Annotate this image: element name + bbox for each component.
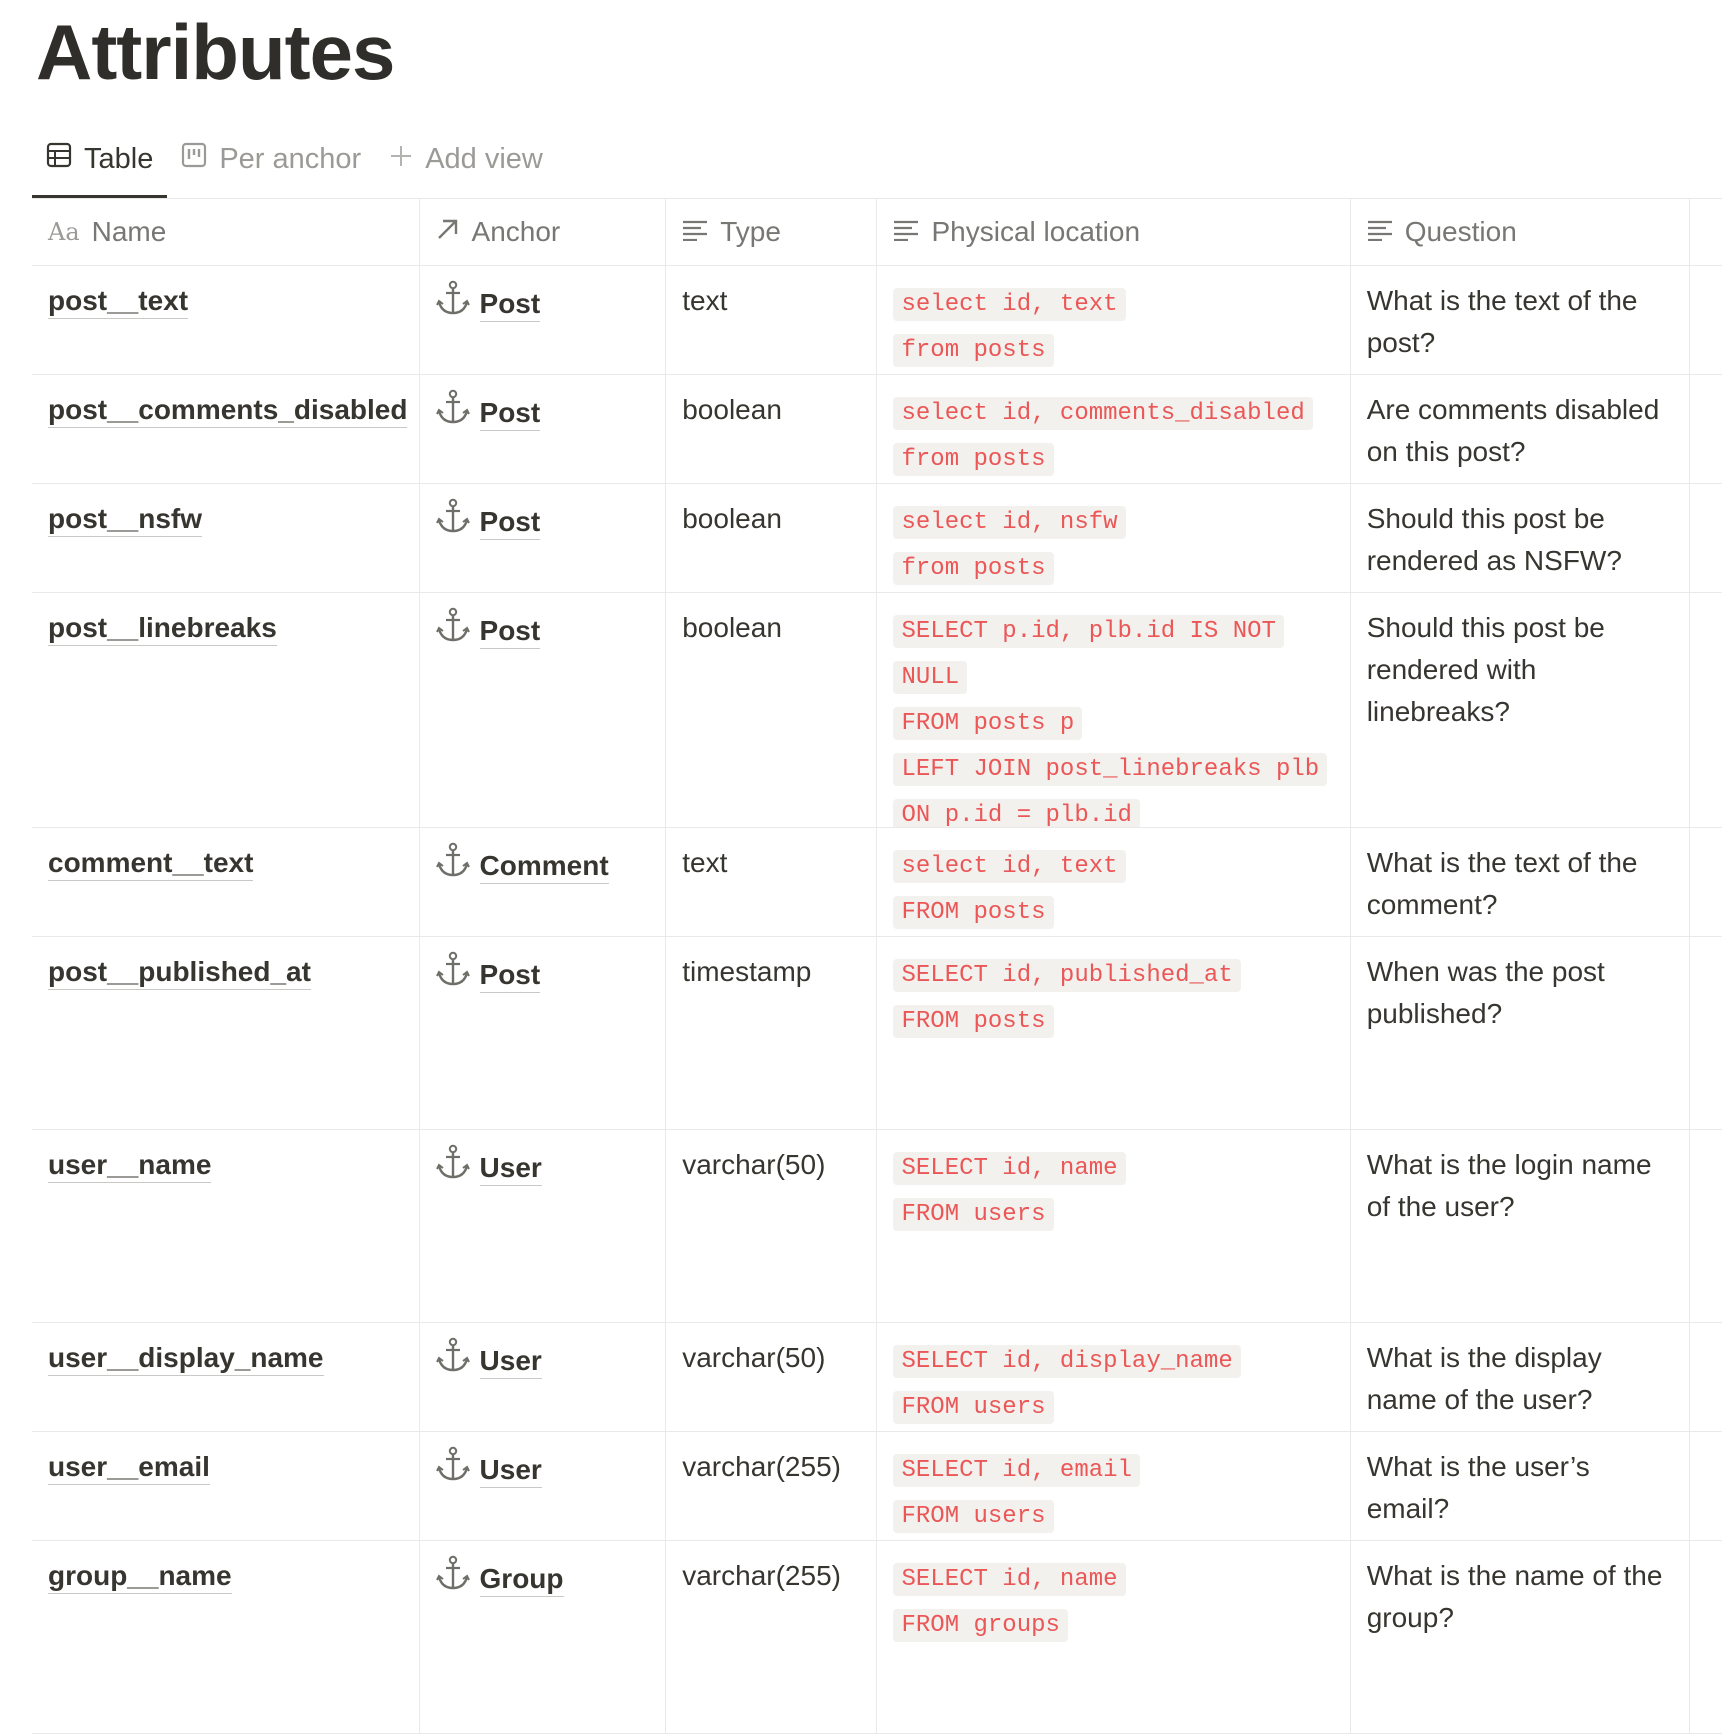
column-header-type[interactable] [666,199,877,265]
sql-code: FROM users [893,1500,1053,1533]
cell-type[interactable] [666,937,877,1129]
sql-code: from posts [893,334,1053,367]
sql-code: NULL [893,661,967,694]
board-icon [181,142,219,176]
sql-code: SELECT p.id, plb.id IS NOT [893,615,1283,648]
attribute-name[interactable]: post__comments_disabled [48,393,407,428]
tab-per-anchor[interactable] [167,130,375,188]
type-value: varchar(255) [682,1451,841,1482]
tab-table[interactable] [32,130,167,188]
sql-code: from posts [893,552,1053,585]
sql-code: SELECT id, display_name [893,1345,1240,1378]
cell-type[interactable] [666,1130,877,1322]
cell-question[interactable] [1351,1432,1690,1540]
type-value: timestamp [682,956,812,987]
anchor-link[interactable]: Post [480,287,541,322]
cell-type[interactable] [666,266,877,374]
cell-overflow [1690,593,1722,827]
lines-icon [1367,211,1405,253]
cell-question[interactable] [1351,266,1690,374]
sql-code: FROM users [893,1391,1053,1424]
question-text: What is the text of the comment? [1366,847,1638,920]
cell-anchor[interactable] [420,484,667,592]
column-header-location[interactable] [877,199,1350,265]
attributes-table [32,198,1722,1734]
sql-code: LEFT JOIN post_linebreaks plb [893,753,1327,786]
question-text: Should this post be rendered with linebreaks? [1366,612,1605,727]
column-header-anchor[interactable] [420,199,667,265]
cell-name[interactable] [32,1432,420,1540]
anchor-link[interactable]: Post [480,505,541,540]
cell-name[interactable] [32,593,420,827]
attribute-name[interactable]: user__name [48,1148,211,1183]
tab-per-anchor-label: Per anchor [219,142,362,175]
table-header [32,198,1722,266]
cell-anchor[interactable] [420,1323,667,1431]
cell-location[interactable] [877,1130,1350,1322]
type-value: varchar(50) [682,1342,826,1373]
question-text: What is the user’s email? [1366,1451,1590,1524]
cell-anchor[interactable] [420,593,667,827]
arrow-up-right-icon [436,211,472,253]
cell-anchor[interactable] [420,266,667,374]
type-value: boolean [682,503,782,534]
table-row[interactable] [32,1323,1722,1432]
cell-overflow [1690,484,1722,592]
table-row[interactable] [32,937,1722,1130]
type-value: text [682,847,728,878]
cell-type[interactable] [666,593,877,827]
cell-name[interactable] [32,1130,420,1322]
cell-overflow [1690,1432,1722,1540]
cell-name[interactable] [32,937,420,1129]
anchor-link[interactable]: User [480,1344,542,1379]
cell-type[interactable] [666,375,877,483]
column-header-label: Question [1404,216,1517,247]
cell-anchor[interactable] [420,937,667,1129]
cell-location[interactable] [877,375,1350,483]
anchor-icon [436,1555,480,1603]
text-type-icon: Aa [48,218,80,246]
anchor-link[interactable]: Post [480,614,541,649]
cell-overflow [1690,828,1722,936]
cell-question[interactable] [1351,375,1690,483]
column-header-label: Physical location [931,216,1141,247]
attribute-name[interactable]: post__linebreaks [48,611,277,646]
question-text: What is the login name of the user? [1366,1149,1652,1222]
cell-overflow [1690,1541,1722,1733]
attribute-name[interactable]: post__nsfw [48,502,202,537]
attribute-name[interactable]: group__name [48,1559,232,1594]
anchor-link[interactable]: User [480,1453,542,1488]
tab-table-label: Table [84,142,154,175]
cell-overflow [1690,266,1722,374]
cell-question[interactable] [1351,1323,1690,1431]
table-row[interactable] [32,375,1722,484]
cell-overflow [1690,937,1722,1129]
sql-code: FROM posts [893,896,1053,929]
cell-location[interactable] [877,828,1350,936]
column-header-label: Anchor [471,216,561,247]
add-view-label: Add view [425,142,543,175]
cell-type[interactable] [666,1432,877,1540]
column-header-name[interactable] [32,199,420,265]
cell-type[interactable] [666,484,877,592]
anchor-icon [436,389,480,437]
cell-location[interactable] [877,484,1350,592]
anchor-icon [436,1446,480,1494]
lines-icon [682,211,720,253]
table-row[interactable] [32,828,1722,937]
cell-name[interactable] [32,375,420,483]
sql-code: FROM posts p [893,707,1082,740]
table-row[interactable] [32,266,1722,375]
cell-overflow [1690,1130,1722,1322]
sql-code: select id, text [893,850,1125,883]
cell-anchor[interactable] [420,1541,667,1733]
cell-anchor[interactable] [420,1432,667,1540]
sql-code: FROM posts [893,1005,1053,1038]
cell-type[interactable] [666,828,877,936]
add-view-button[interactable] [375,130,557,188]
cell-type[interactable] [666,1541,877,1733]
cell-name[interactable] [32,1323,420,1431]
sql-code: ON p.id = plb.id [893,799,1139,827]
anchor-icon [436,498,480,546]
cell-location[interactable] [877,1323,1350,1431]
sql-code: select id, nsfw [893,506,1125,539]
table-row[interactable] [32,484,1722,593]
table-row[interactable] [32,1432,1722,1541]
anchor-link[interactable]: Comment [480,849,609,884]
attribute-name[interactable]: post__published_at [48,955,311,990]
attribute-name[interactable]: user__display_name [48,1341,324,1376]
type-value: varchar(255) [682,1560,841,1591]
attribute-name[interactable]: post__text [48,284,188,319]
column-header-question[interactable] [1351,199,1690,265]
anchor-link[interactable]: Post [480,396,541,431]
question-text: What is the text of the post? [1366,285,1638,358]
cell-overflow [1690,375,1722,483]
anchor-icon [436,1144,480,1192]
question-text: What is the name of the group? [1366,1560,1663,1633]
cell-question[interactable] [1351,1541,1690,1733]
column-header-label: Name [91,216,167,247]
column-header-overflow [1690,199,1722,265]
anchor-icon [436,951,480,999]
sql-code: select id, text [893,288,1125,321]
page-title: Attributes [36,8,395,96]
table-body [32,266,1722,1734]
cell-type[interactable] [666,1323,877,1431]
table-row[interactable] [32,1130,1722,1323]
cell-location[interactable] [877,593,1350,827]
sql-code: SELECT id, published_at [893,959,1240,992]
cell-location[interactable] [877,937,1350,1129]
type-value: varchar(50) [682,1149,826,1180]
anchor-link[interactable]: Post [480,958,541,993]
cell-anchor[interactable] [420,828,667,936]
question-text: Are comments disabled on this post? [1366,394,1660,467]
sql-code: SELECT id, name [893,1152,1125,1185]
question-text: When was the post published? [1366,956,1605,1029]
cell-question[interactable] [1351,828,1690,936]
anchor-icon [436,280,480,328]
cell-location[interactable] [877,1432,1350,1540]
cell-question[interactable] [1351,1130,1690,1322]
attribute-name[interactable]: comment__text [48,846,253,881]
type-value: text [682,285,728,316]
cell-question[interactable] [1351,593,1690,827]
sql-code: FROM groups [893,1609,1067,1642]
lines-icon [893,211,931,253]
table-row[interactable] [32,1541,1722,1734]
table-icon [46,142,84,176]
anchor-icon [436,842,480,890]
sql-code: from posts [893,443,1053,476]
sql-code: select id, comments_disabled [893,397,1312,430]
cell-question[interactable] [1351,484,1690,592]
anchor-icon [436,1337,480,1385]
anchor-link[interactable]: Group [480,1562,564,1597]
question-text: Should this post be rendered as NSFW? [1366,503,1622,576]
table-row[interactable] [32,593,1722,828]
sql-code: SELECT id, name [893,1563,1125,1596]
cell-name[interactable] [32,266,420,374]
cell-name[interactable] [32,1541,420,1733]
cell-overflow [1690,1323,1722,1431]
type-value: boolean [682,394,782,425]
anchor-link[interactable]: User [480,1151,542,1186]
column-header-label: Type [720,216,781,247]
type-value: boolean [682,612,782,643]
cell-anchor[interactable] [420,1130,667,1322]
sql-code: FROM users [893,1198,1053,1231]
plus-icon [389,143,425,176]
cell-question[interactable] [1351,937,1690,1129]
cell-location[interactable] [877,266,1350,374]
cell-name[interactable] [32,484,420,592]
sql-code: SELECT id, email [893,1454,1139,1487]
anchor-icon [436,607,480,655]
attribute-name[interactable]: user__email [48,1450,210,1485]
view-tabs [32,130,557,198]
cell-name[interactable] [32,828,420,936]
cell-location[interactable] [877,1541,1350,1733]
cell-anchor[interactable] [420,375,667,483]
question-text: What is the display name of the user? [1366,1342,1602,1415]
